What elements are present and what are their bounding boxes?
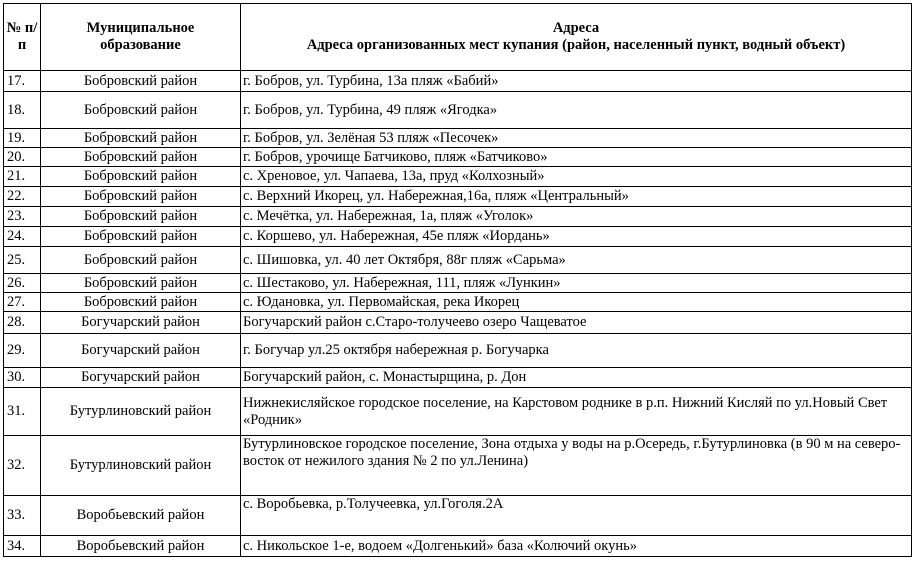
header-municipality-line2: образование bbox=[100, 37, 181, 53]
row-number: 32. bbox=[4, 436, 41, 496]
row-address: г. Бобров, ул. Зелёная 53 пляж «Песочек» bbox=[241, 129, 912, 148]
header-num: № п/п bbox=[4, 4, 41, 71]
table-row bbox=[4, 187, 912, 207]
table-row bbox=[4, 368, 912, 388]
row-number: 18. bbox=[4, 92, 41, 129]
row-number: 17. bbox=[4, 71, 41, 92]
row-municipality: Бобровский район bbox=[41, 71, 241, 92]
row-address: Нижнекисляйское городское поселение, на Карстовом роднике в р.п. Нижний Кисляй по ул.Новый Свет «Родник» bbox=[241, 388, 912, 436]
row-address: Богучарский район с.Старо-толучеево озеро Чащеватое bbox=[241, 312, 912, 334]
row-number: 24. bbox=[4, 227, 41, 247]
table-row bbox=[4, 312, 912, 334]
row-municipality: Бобровский район bbox=[41, 227, 241, 247]
row-number: 33. bbox=[4, 496, 41, 536]
table-row bbox=[4, 227, 912, 247]
row-number: 25. bbox=[4, 247, 41, 274]
table-row bbox=[4, 148, 912, 167]
table-row bbox=[4, 293, 912, 312]
row-municipality: Бобровский район bbox=[41, 207, 241, 227]
table-row bbox=[4, 167, 912, 187]
table-row bbox=[4, 274, 912, 293]
row-municipality: Богучарский район bbox=[41, 334, 241, 368]
row-municipality: Бобровский район bbox=[41, 167, 241, 187]
table-row bbox=[4, 496, 912, 536]
row-number: 22. bbox=[4, 187, 41, 207]
row-address: с. Хреновое, ул. Чапаева, 13а, пруд «Колхозный» bbox=[241, 167, 912, 187]
row-number: 31. bbox=[4, 388, 41, 436]
table-row bbox=[4, 129, 912, 148]
row-number: 28. bbox=[4, 312, 41, 334]
table-row bbox=[4, 92, 912, 129]
row-address: с. Воробьевка, р.Толучеевка, ул.Гоголя.2А bbox=[241, 496, 912, 536]
table-row bbox=[4, 536, 912, 557]
row-number: 21. bbox=[4, 167, 41, 187]
row-municipality: Бобровский район bbox=[41, 187, 241, 207]
row-address: с. Верхний Икорец, ул. Набережная,16а, пляж «Центральный» bbox=[241, 187, 912, 207]
row-municipality: Бобровский район bbox=[41, 274, 241, 293]
row-municipality: Воробьевский район bbox=[41, 536, 241, 557]
table-body bbox=[4, 71, 912, 557]
row-municipality: Бутурлиновский район bbox=[41, 388, 241, 436]
row-address: г. Богучар ул.25 октября набережная р. Богучарка bbox=[241, 334, 912, 368]
header-address bbox=[241, 4, 912, 71]
beaches-table bbox=[3, 3, 912, 557]
row-number: 26. bbox=[4, 274, 41, 293]
table-row bbox=[4, 436, 912, 496]
row-address: с. Шестаково, ул. Набережная, 111, пляж «Лункин» bbox=[241, 274, 912, 293]
table-row bbox=[4, 207, 912, 227]
row-address: г. Бобров, ул. Турбина, 49 пляж «Ягодка» bbox=[241, 92, 912, 129]
header-municipality-line1: Муниципальное bbox=[86, 20, 195, 36]
row-municipality: Богучарский район bbox=[41, 368, 241, 388]
row-municipality: Бобровский район bbox=[41, 129, 241, 148]
row-address: с. Шишовка, ул. 40 лет Октября, 88г пляж «Сарьма» bbox=[241, 247, 912, 274]
header-address-line1: Адреса bbox=[552, 20, 600, 36]
row-address: г. Бобров, урочище Батчиково, пляж «Батчиково» bbox=[241, 148, 912, 167]
row-address: Богучарский район, с. Монастырщина, р. Дон bbox=[241, 368, 912, 388]
row-address: с. Коршево, ул. Набережная, 45е пляж «Иордань» bbox=[241, 227, 912, 247]
row-number: 23. bbox=[4, 207, 41, 227]
table-row bbox=[4, 388, 912, 436]
header-row bbox=[4, 4, 912, 71]
row-municipality: Бобровский район bbox=[41, 293, 241, 312]
row-municipality: Бобровский район bbox=[41, 148, 241, 167]
row-municipality: Богучарский район bbox=[41, 312, 241, 334]
row-number: 27. bbox=[4, 293, 41, 312]
row-number: 29. bbox=[4, 334, 41, 368]
row-number: 19. bbox=[4, 129, 41, 148]
row-number: 20. bbox=[4, 148, 41, 167]
header-address-line2: Адреса организованных мест купания (район, населенный пункт, водный объект) bbox=[306, 37, 846, 53]
row-address: г. Бобров, ул. Турбина, 13а пляж «Бабий» bbox=[241, 71, 912, 92]
row-address: Бутурлиновское городское поселение, Зона отдыха у воды на р.Осередь, г.Бутурлиновка (в 90 м на северо-восток от нежилого здания № 2 по ул.Ленина) bbox=[241, 436, 912, 496]
row-address: с. Никольское 1-е, водоем «Долгенький» база «Колючий окунь» bbox=[241, 536, 912, 557]
row-address: с. Юдановка, ул. Первомайская, река Икорец bbox=[241, 293, 912, 312]
row-municipality: Бутурлиновский район bbox=[41, 436, 241, 496]
table-row bbox=[4, 71, 912, 92]
header-municipality bbox=[41, 4, 241, 71]
row-municipality: Бобровский район bbox=[41, 247, 241, 274]
row-number: 34. bbox=[4, 536, 41, 557]
row-address: с. Мечётка, ул. Набережная, 1а, пляж «Уголок» bbox=[241, 207, 912, 227]
table-row bbox=[4, 247, 912, 274]
row-number: 30. bbox=[4, 368, 41, 388]
table-row bbox=[4, 334, 912, 368]
row-municipality: Бобровский район bbox=[41, 92, 241, 129]
row-municipality: Воробьевский район bbox=[41, 496, 241, 536]
